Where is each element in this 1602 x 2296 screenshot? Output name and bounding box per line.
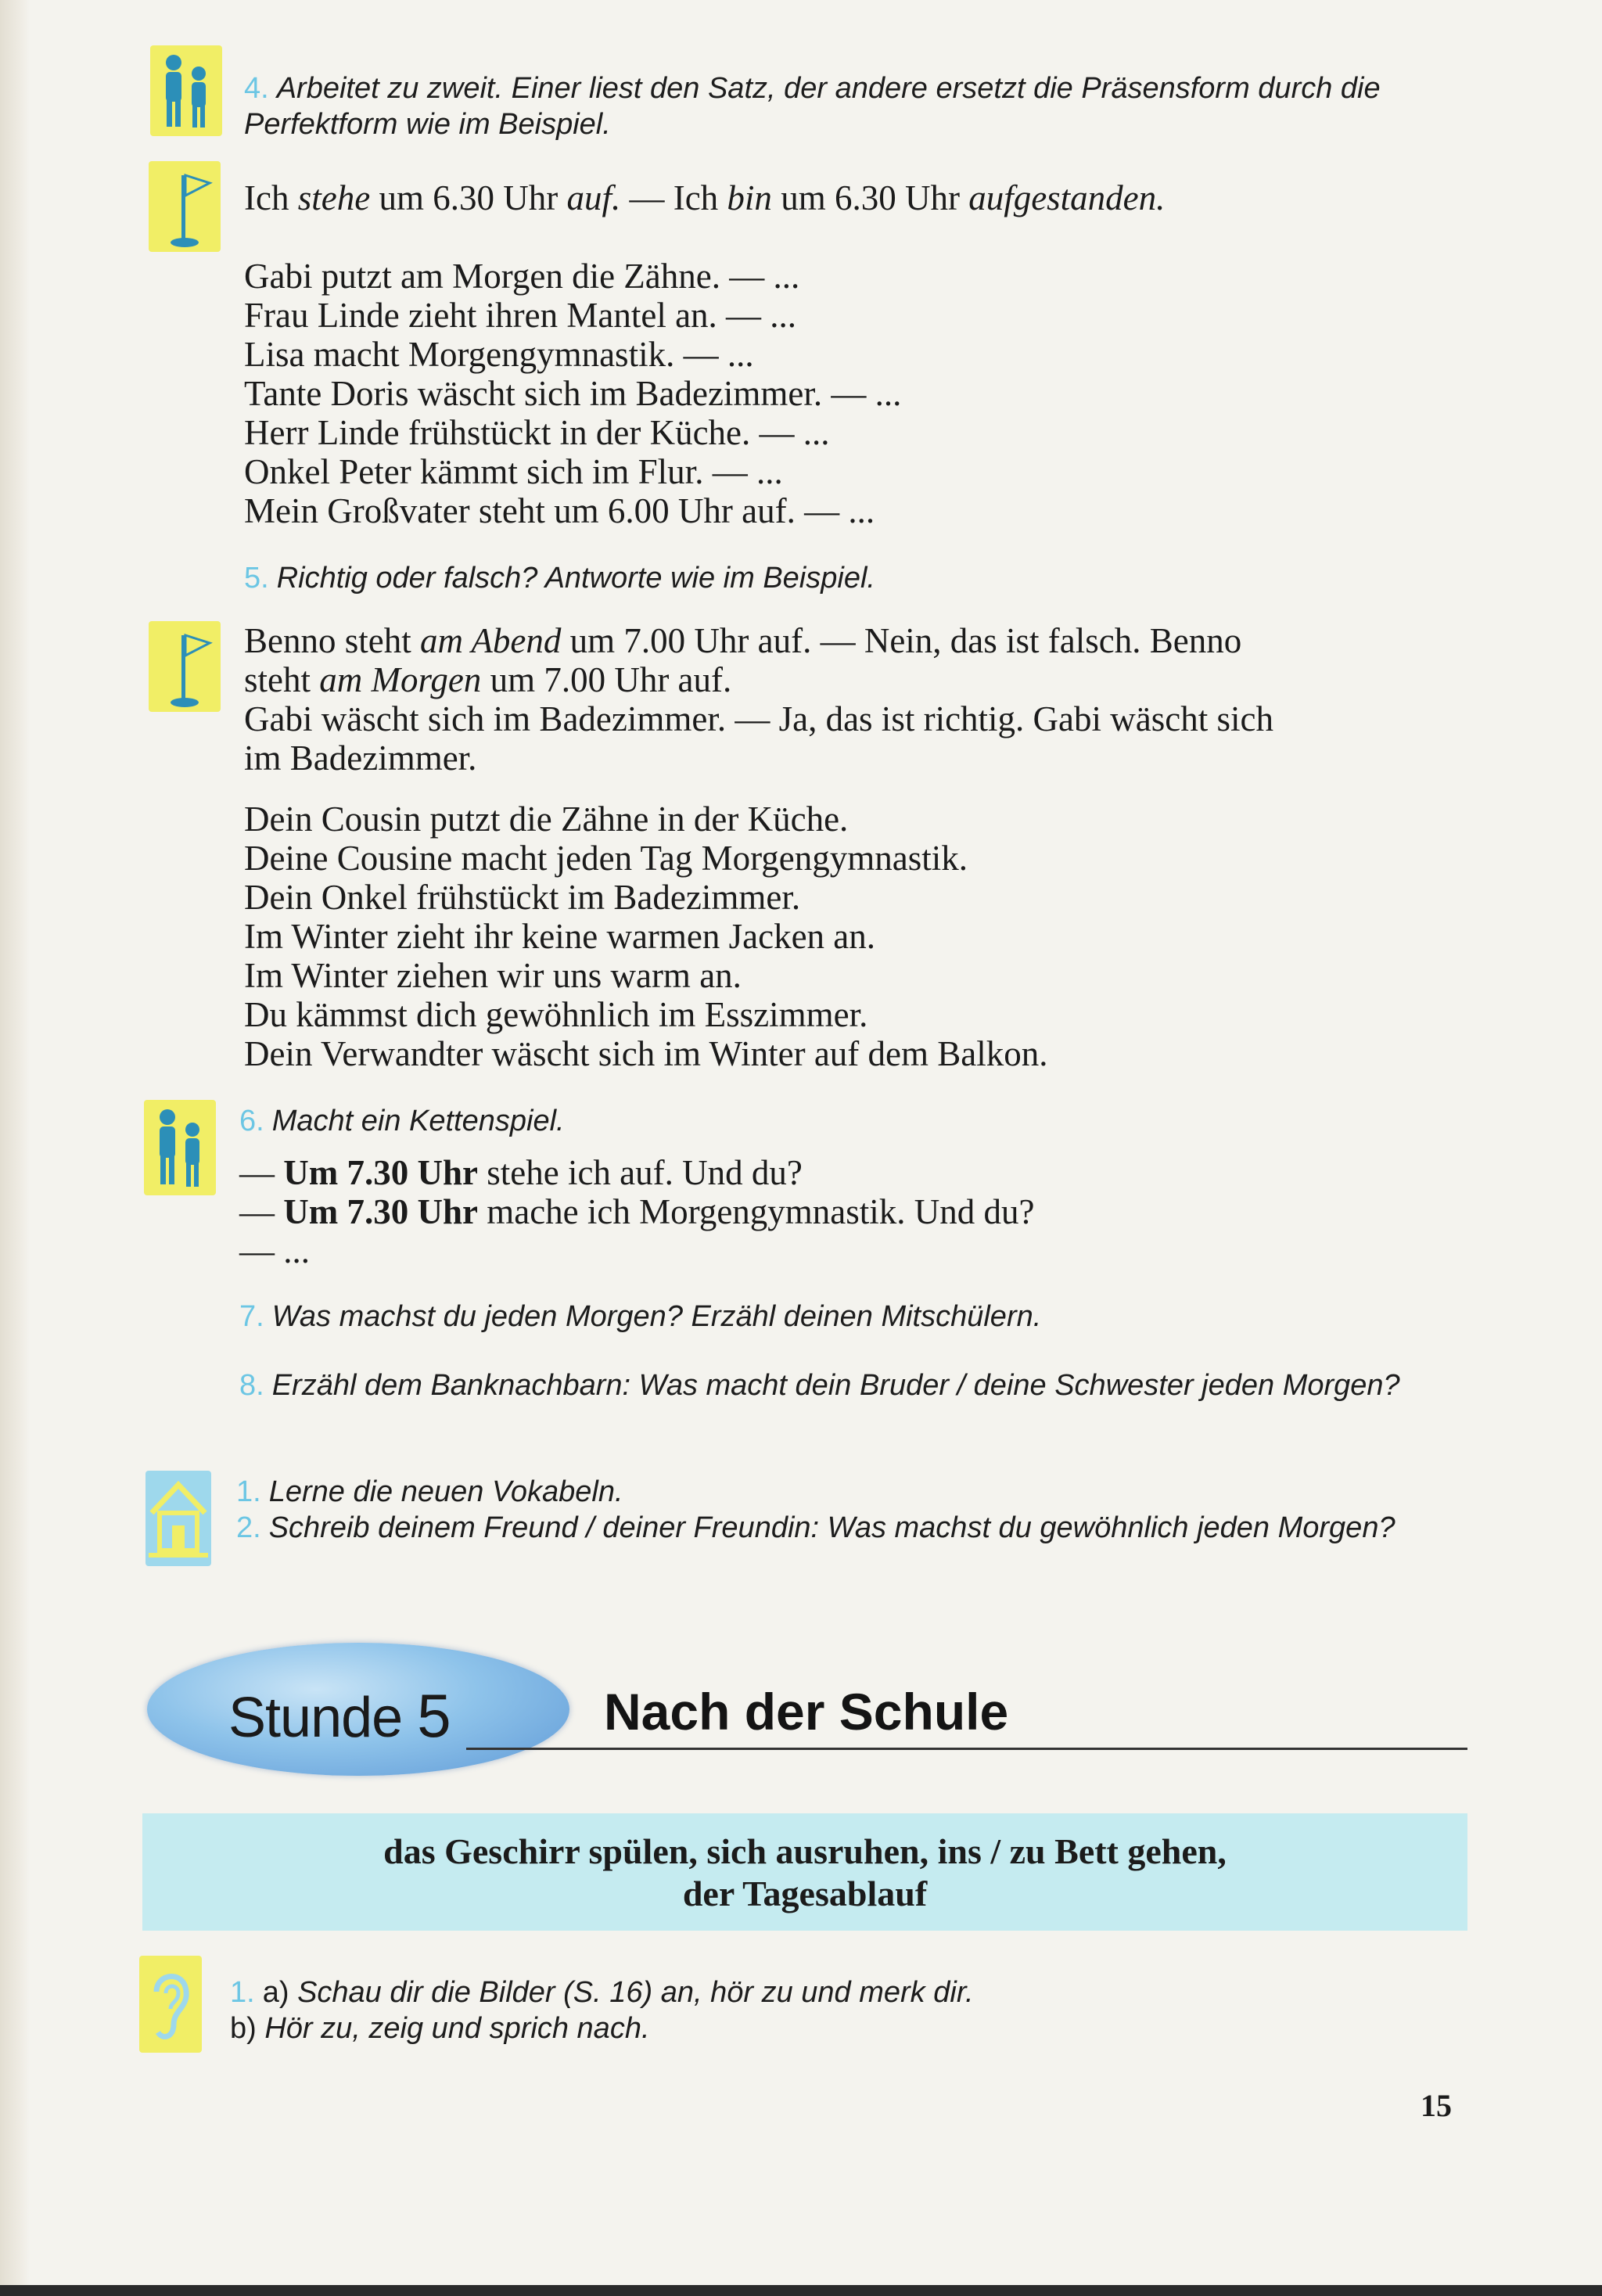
dash: — xyxy=(239,1153,284,1192)
list-item: Du kämmst dich gewöhnlich im Esszimmer. xyxy=(244,995,868,1034)
task-8-instruction xyxy=(239,1367,1475,1403)
example-flag-icon xyxy=(149,161,221,252)
dialogue-text: stehe ich auf. Und du? xyxy=(477,1153,803,1192)
task-5-example xyxy=(244,621,1273,778)
example-text: um 7.00 Uhr auf. xyxy=(481,660,732,699)
list-item: Dein Onkel frühstückt im Badezimmer. xyxy=(244,878,801,917)
lesson-label-text: Stunde xyxy=(228,1687,403,1749)
dialogue-line: — ... xyxy=(239,1231,310,1270)
example-text: um 7.00 Uhr auf. — Nein, das ist falsch. Benno xyxy=(561,621,1242,660)
example-text: steht xyxy=(244,660,320,699)
task-5-sentence-list xyxy=(244,799,1048,1073)
title-underline xyxy=(466,1748,1467,1750)
sub-label: b) xyxy=(230,2012,257,2045)
listening-text: Hör zu, zeig und sprich nach. xyxy=(264,2012,650,2045)
instruction-text: Erzähl dem Banknachbarn: Was macht dein Bruder / deine Schwester jeden Morgen? xyxy=(271,1369,1400,1402)
task-4-instruction xyxy=(244,70,1480,142)
example-flag-icon xyxy=(149,621,221,712)
list-item: Deine Cousine macht jeden Tag Morgengymnastik. xyxy=(244,839,968,878)
vocabulary-text xyxy=(142,1831,1467,1915)
bold-time: Um 7.30 Uhr xyxy=(283,1153,478,1192)
task-number: 2. xyxy=(236,1511,261,1544)
list-item: Herr Linde frühstückt in der Küche. — ... xyxy=(244,413,830,452)
homework-item xyxy=(236,1474,1475,1510)
example-text: Ich xyxy=(244,178,298,217)
vocabulary-box xyxy=(142,1813,1467,1931)
example-text: um 6.30 Uhr xyxy=(771,178,969,217)
sub-label: a) xyxy=(262,1976,289,2009)
example-italic: aufgestanden. xyxy=(968,178,1166,217)
example-italic: am Morgen xyxy=(319,660,482,699)
list-item: Onkel Peter kämmt sich im Flur. — ... xyxy=(244,452,783,491)
page-number: 15 xyxy=(1421,2088,1452,2123)
dash: — xyxy=(239,1192,284,1231)
lesson-label xyxy=(228,1680,451,1752)
homework-house-icon xyxy=(145,1471,211,1566)
page-binding-edge xyxy=(0,0,30,2296)
list-item: Mein Großvater steht um 6.00 Uhr auf. — ... xyxy=(244,491,875,530)
task-7-instruction xyxy=(239,1299,1475,1335)
bold-time: Um 7.30 Uhr xyxy=(283,1192,478,1231)
list-item: Im Winter ziehen wir uns warm an. xyxy=(244,956,742,995)
example-text: um 6.30 Uhr xyxy=(370,178,567,217)
task-number: 1. xyxy=(230,1976,255,2009)
listening-task xyxy=(230,1974,974,2046)
instruction-text: Arbeitet zu zweit. Einer liest den Satz, der andere ersetzt die Präsensform durch die Perfektform wie im Beispiel. xyxy=(244,72,1381,141)
homework-list xyxy=(236,1474,1475,1546)
lesson-title: Nach der Schule xyxy=(604,1683,1009,1741)
task-number: 4. xyxy=(244,72,269,105)
list-item: Gabi putzt am Morgen die Zähne. — ... xyxy=(244,257,800,296)
list-item: Dein Verwandter wäscht sich im Winter auf dem Balkon. xyxy=(244,1034,1048,1073)
lesson-number: 5 xyxy=(417,1681,451,1750)
vocabulary-line: der Tagesablauf xyxy=(682,1874,928,1913)
task-number: 1. xyxy=(236,1475,261,1508)
list-item: Frau Linde zieht ihren Mantel an. — ... xyxy=(244,296,797,335)
example-text: Gabi wäscht sich im Badezimmer. — Ja, das ist richtig. Gabi wäscht sich xyxy=(244,699,1273,738)
pair-work-icon xyxy=(150,45,222,136)
task-6-dialogue xyxy=(239,1153,1035,1270)
list-item: Dein Cousin putzt die Zähne in der Küche. xyxy=(244,799,849,839)
homework-text: Lerne die neuen Vokabeln. xyxy=(268,1475,623,1508)
task-5-instruction xyxy=(244,560,1480,596)
listening-b xyxy=(230,2010,974,2046)
example-text: Benno steht xyxy=(244,621,420,660)
example-text: — Ich xyxy=(620,178,727,217)
instruction-text: Was machst du jeden Morgen? Erzähl deinen Mitschülern. xyxy=(271,1300,1042,1333)
dialogue-line xyxy=(239,1153,1035,1192)
example-italic: auf. xyxy=(566,178,621,217)
task-number: 6. xyxy=(239,1105,264,1137)
dialogue-line xyxy=(239,1192,1035,1231)
pair-work-icon xyxy=(144,1100,216,1195)
example-text: im Badezimmer. xyxy=(244,738,477,778)
task-number: 7. xyxy=(239,1300,264,1333)
list-item: Tante Doris wäscht sich im Badezimmer. — ... xyxy=(244,374,902,413)
task-4-example xyxy=(244,178,1165,217)
vocabulary-line: das Geschirr spülen, sich ausruhen, ins / zu Bett gehen, xyxy=(383,1831,1227,1871)
listening-ear-icon xyxy=(139,1956,202,2053)
list-item: Lisa macht Morgengymnastik. — ... xyxy=(244,335,754,374)
homework-item xyxy=(236,1510,1475,1546)
homework-text: Schreib deinem Freund / deiner Freundin: Was machst du gewöhnlich jeden Morgen? xyxy=(268,1511,1395,1544)
list-item: Im Winter zieht ihr keine warmen Jacken an. xyxy=(244,917,876,956)
listening-a xyxy=(230,1974,974,2010)
listening-text: Schau dir die Bilder (S. 16) an, hör zu und merk dir. xyxy=(297,1976,974,2009)
task-4-sentence-list xyxy=(244,257,901,530)
example-italic: stehe xyxy=(297,178,371,217)
page-bottom-edge xyxy=(0,2285,1602,2296)
example-italic: bin xyxy=(727,178,772,217)
dialogue-text: mache ich Morgengymnastik. Und du? xyxy=(477,1192,1035,1231)
task-number: 5. xyxy=(244,562,269,595)
example-italic: am Abend xyxy=(419,621,562,660)
instruction-text: Richtig oder falsch? Antworte wie im Beispiel. xyxy=(276,562,875,595)
task-6-instruction xyxy=(239,1103,565,1139)
instruction-text: Macht ein Kettenspiel. xyxy=(271,1105,565,1137)
task-number: 8. xyxy=(239,1369,264,1402)
